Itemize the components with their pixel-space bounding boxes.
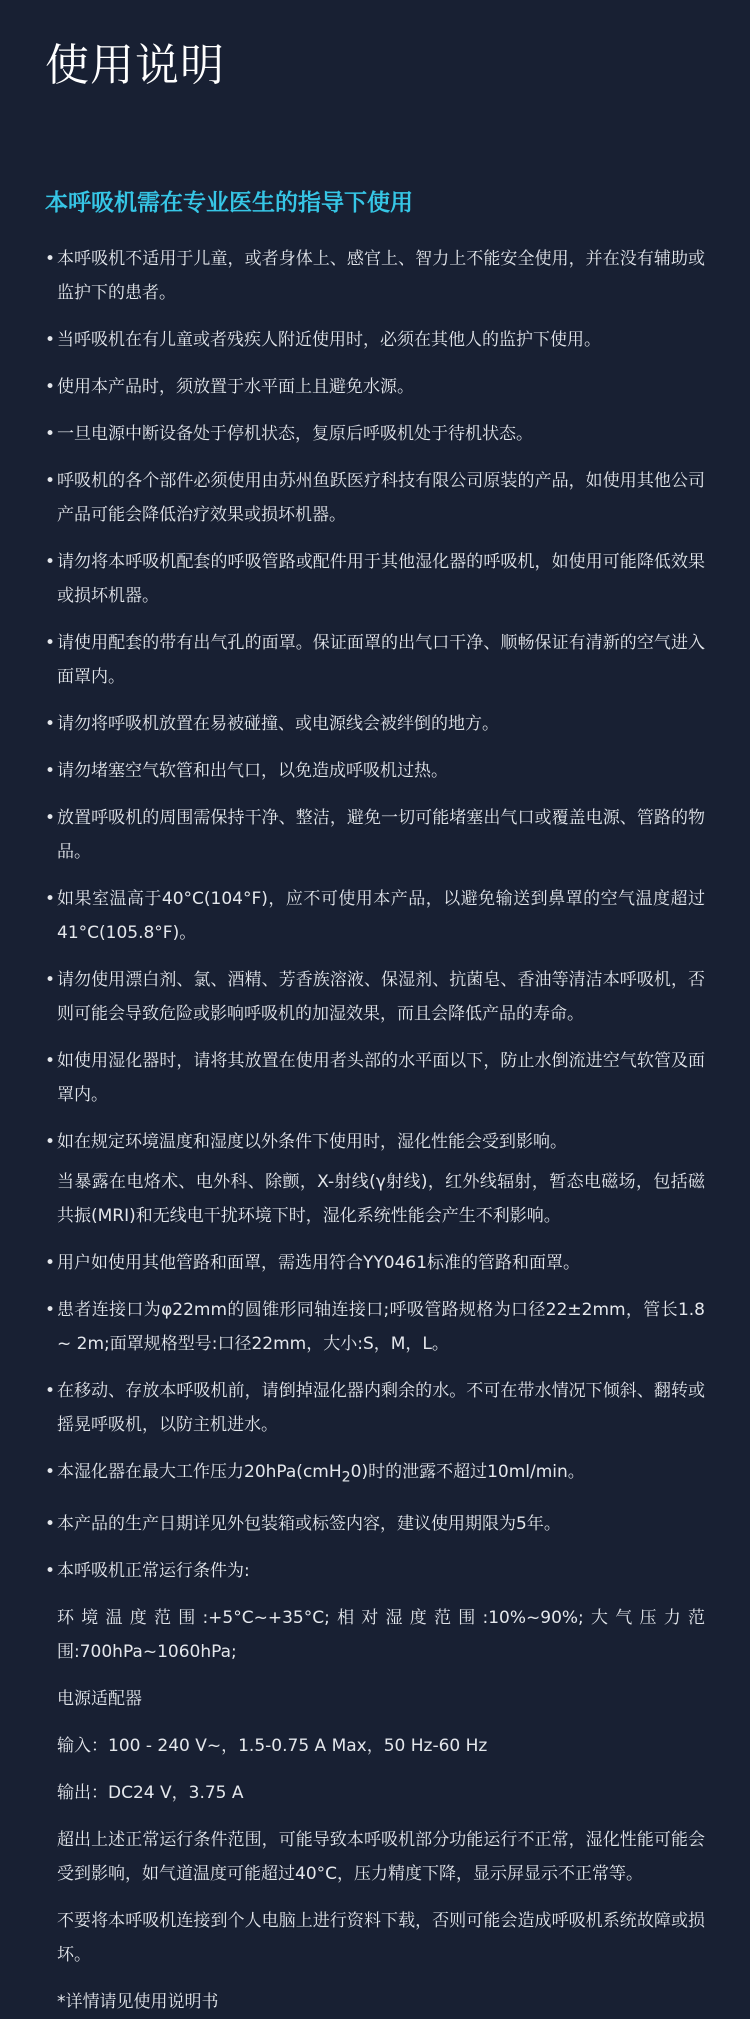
humidity-line-2: 当暴露在电烙术、电外科、除颤，X-射线(γ射线)，红外线辐射，暂态电磁场，包括磁共振(MRI)和无线电干扰环境下时，湿化系统性能会产生不利影响。 bbox=[57, 1172, 705, 1226]
list-item bbox=[45, 963, 705, 1031]
item-text: 本产品的生产日期详见外包装箱或标签内容，建议使用期限为5年。 bbox=[57, 1514, 561, 1535]
list-item bbox=[45, 754, 705, 788]
item-text: 请使用配套的带有出气孔的面罩。保证面罩的出气口干净、顺畅保证有清新的空气进入面罩内。 bbox=[57, 633, 705, 687]
list-item bbox=[45, 370, 705, 404]
list-item bbox=[45, 1293, 705, 1361]
bullet-icon: • bbox=[45, 761, 56, 781]
bullet-icon: • bbox=[45, 1514, 56, 1535]
page-title: 使用说明 bbox=[45, 40, 225, 91]
bullet-icon: • bbox=[45, 808, 56, 828]
bullet-icon: • bbox=[45, 1132, 56, 1152]
item-text: 使用本产品时，须放置于水平面上且避免水源。 bbox=[57, 377, 414, 397]
list-item bbox=[45, 1507, 705, 1541]
list-item bbox=[45, 882, 705, 950]
bullet-icon: • bbox=[45, 1561, 56, 1582]
item-text: 本呼吸机不适用于儿童，或者身体上、感官上、智力上不能安全使用，并在没有辅助或监护下的患者。 bbox=[57, 249, 705, 303]
item-text: 当呼吸机在有儿童或者残疾人附近使用时，必须在其他人的监护下使用。 bbox=[57, 330, 601, 350]
bullet-icon: • bbox=[45, 330, 56, 350]
item-text: 一旦电源中断设备处于停机状态，复原后呼吸机处于待机状态。 bbox=[57, 424, 533, 444]
list-item bbox=[45, 707, 705, 741]
leak-text-before: 本湿化器在最大工作压力20hPa(cmH bbox=[57, 1462, 342, 1482]
item-text: 请勿堵塞空气软管和出气口，以免造成呼吸机过热。 bbox=[57, 761, 448, 781]
item-text: 请勿将本呼吸机配套的呼吸管路或配件用于其他湿化器的呼吸机，如使用可能降低效果或损坏机器。 bbox=[57, 552, 705, 606]
bullet-icon: • bbox=[45, 377, 56, 397]
bullet-icon: • bbox=[45, 970, 56, 990]
item-text: 放置呼吸机的周围需保持干净、整洁，避免一切可能堵塞出气口或覆盖电源、管路的物品。 bbox=[57, 808, 705, 862]
list-item bbox=[45, 1044, 705, 1112]
list-item-conditions-heading bbox=[45, 1554, 705, 1588]
environment-range: 环境温度范围:+5°C~+35°C;相对湿度范围:10%~90%;大气压力范围:700hPa~1060hPa; bbox=[57, 1608, 705, 1663]
bullet-icon: • bbox=[45, 471, 56, 491]
bullet-icon: • bbox=[45, 424, 56, 444]
adapter-output: 输出：DC24 V，3.75 A bbox=[57, 1783, 244, 1804]
bullet-icon: • bbox=[45, 249, 56, 269]
exceed-warning: 超出上述正常运行条件范围，可能导致本呼吸机部分功能运行不正常，湿化性能可能会受到影响，如气道温度可能超过40°C，压力精度下降，显示屏显示不正常等。 bbox=[57, 1830, 705, 1885]
list-item bbox=[45, 801, 705, 869]
leak-text-after: 0)时的泄露不超过10ml/min。 bbox=[350, 1462, 585, 1482]
bullet-icon: • bbox=[45, 889, 56, 909]
item-text: 患者连接口为φ22mm的圆锥形同轴连接口;呼吸管路规格为口径22±2mm，管长1.8 ~ 2m;面罩规格型号:口径22mm，大小:S，M，L。 bbox=[57, 1300, 705, 1354]
list-item bbox=[45, 1246, 705, 1280]
humidity-line-1: 如在规定环境温度和湿度以外条件下使用时，湿化性能会受到影响。 bbox=[57, 1132, 567, 1152]
bullet-icon: • bbox=[45, 552, 56, 572]
list-item bbox=[45, 1374, 705, 1442]
item-text: 用户如使用其他管路和面罩，需选用符合YY0461标准的管路和面罩。 bbox=[57, 1253, 581, 1273]
item-text: 如果室温高于40°C(104°F)，应不可使用本产品，以避免输送到鼻罩的空气温度超过41°C(105.8°F)。 bbox=[57, 889, 705, 943]
item-text: 呼吸机的各个部件必须使用由苏州鱼跃医疗科技有限公司原装的产品，如使用其他公司产品可能会降低治疗效果或损坏机器。 bbox=[57, 471, 705, 525]
footnote: *详情请见使用说明书 bbox=[57, 1992, 219, 2013]
list-item bbox=[45, 626, 705, 694]
list-item bbox=[45, 417, 705, 451]
bullet-icon: • bbox=[45, 1051, 56, 1071]
item-text: 如使用湿化器时，请将其放置在使用者头部的水平面以下，防止水倒流进空气软管及面罩内。 bbox=[57, 1051, 705, 1105]
bullet-icon: • bbox=[45, 633, 56, 653]
pc-warning: 不要将本呼吸机连接到个人电脑上进行资料下载，否则可能会造成呼吸机系统故障或损坏。 bbox=[57, 1911, 705, 1966]
list-item bbox=[45, 545, 705, 613]
list-item-humidity bbox=[45, 1125, 705, 1233]
section-subtitle: 本呼吸机需在专业医生的指导下使用 bbox=[45, 190, 413, 216]
notice-list bbox=[0, 242, 705, 1588]
bullet-icon: • bbox=[45, 1253, 56, 1273]
operating-conditions bbox=[57, 1601, 705, 1972]
bullet-icon: • bbox=[45, 1381, 56, 1401]
list-item bbox=[45, 464, 705, 532]
list-item-leak bbox=[45, 1455, 705, 1494]
adapter-title: 电源适配器 bbox=[57, 1689, 142, 1710]
list-item bbox=[45, 323, 705, 357]
item-text: 在移动、存放本呼吸机前，请倒掉湿化器内剩余的水。不可在带水情况下倾斜、翻转或摇晃呼吸机，以防主机进水。 bbox=[57, 1381, 705, 1435]
item-text: 请勿将呼吸机放置在易被碰撞、或电源线会被绊倒的地方。 bbox=[57, 714, 499, 734]
adapter-input: 输入：100 - 240 V~，1.5-0.75 A Max，50 Hz-60 Hz bbox=[57, 1736, 488, 1757]
leak-subscript: 2 bbox=[341, 1469, 351, 1486]
bullet-icon: • bbox=[45, 714, 56, 734]
bullet-icon: • bbox=[45, 1300, 56, 1320]
bullet-icon: • bbox=[45, 1462, 56, 1482]
list-item bbox=[45, 242, 705, 310]
item-text: 本呼吸机正常运行条件为: bbox=[57, 1561, 250, 1582]
item-text: 请勿使用漂白剂、氯、酒精、芳香族溶液、保湿剂、抗菌皂、香油等清洁本呼吸机，否则可能会导致危险或影响呼吸机的加湿效果，而且会降低产品的寿命。 bbox=[57, 970, 705, 1024]
